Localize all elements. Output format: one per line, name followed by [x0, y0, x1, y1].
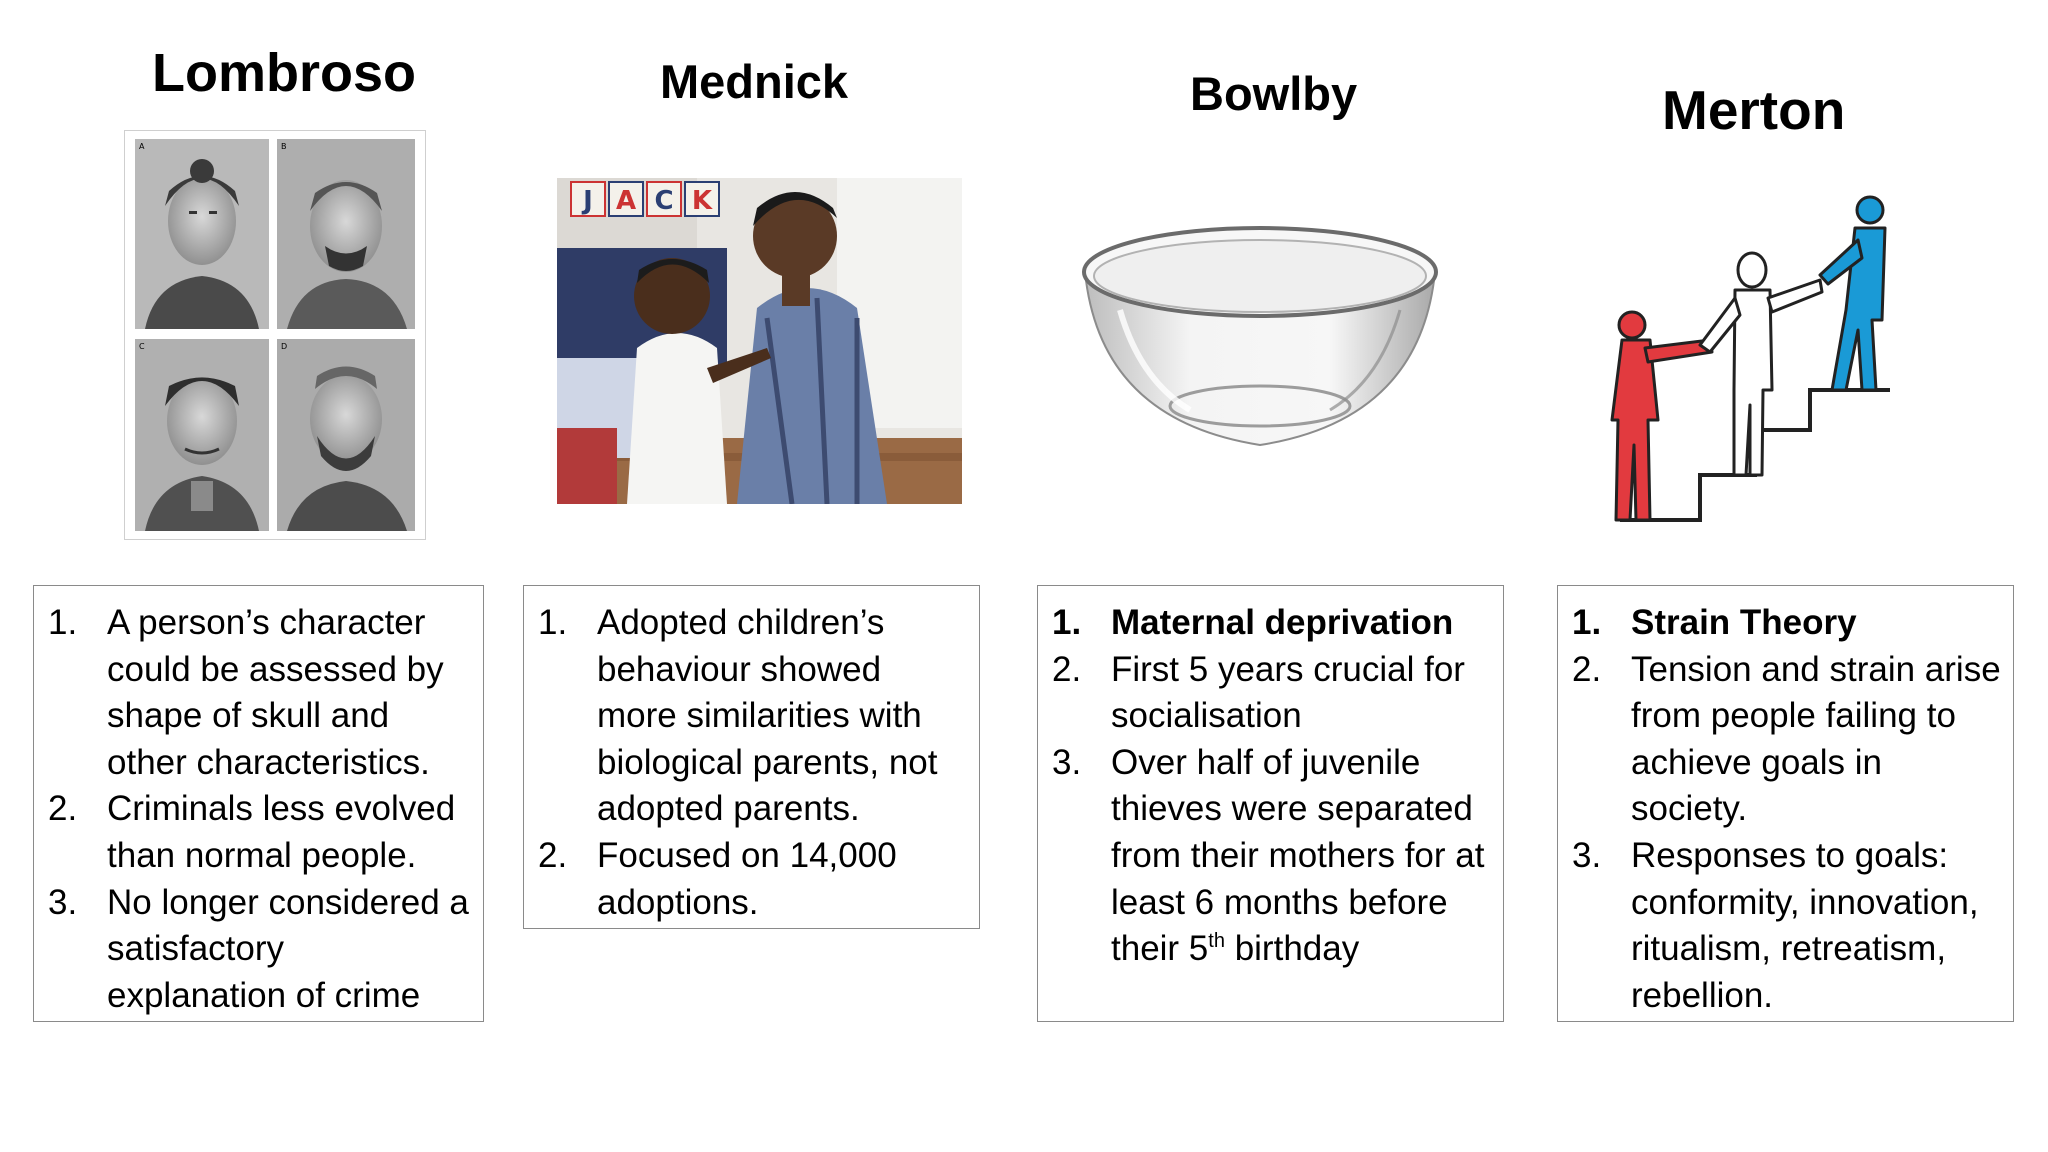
- list-item: 3. No longer considered a satisfactory explanation of crime: [48, 882, 469, 1015]
- lombroso-title: Lombroso: [152, 43, 416, 103]
- merton-points-list: [1572, 600, 2001, 1019]
- block-letter-a: A: [615, 186, 637, 216]
- mednick-points-box: [523, 585, 980, 929]
- mednick-points-list: [538, 600, 967, 926]
- list-item: 1. Strain Theory: [1572, 603, 1857, 642]
- merton-title: Merton: [1662, 79, 1846, 141]
- portrait-label-c: C: [139, 342, 145, 351]
- point-text: A person’s character could be assessed by shape of skull and other characteristics.: [107, 603, 444, 782]
- bowlby-points-list: [1052, 600, 1491, 973]
- criminal-portraits-icon: [124, 130, 426, 540]
- point-text: Responses to goals: conformity, innovation, ritualism, retreatism, rebellion.: [1631, 835, 1979, 1015]
- list-item: 3. Responses to goals: conformity, innovation, ritualism, retreatism, rebellion.: [1572, 835, 1979, 1015]
- block-letter-c: C: [654, 186, 674, 216]
- merton-points-box: [1557, 585, 2014, 1022]
- bowlby-title: Bowlby: [1190, 67, 1358, 120]
- point-text: Criminals less evolved than normal people.: [107, 789, 456, 875]
- point-text-after: birthday: [1224, 929, 1360, 969]
- lombroso-points-box: [33, 585, 484, 1022]
- list-item: 2. Focused on 14,000 adoptions.: [538, 835, 897, 922]
- list-item: 1. A person’s character could be assessed by shape of skull and other characteristics.: [48, 603, 444, 782]
- glass-bowl-icon: [1080, 220, 1440, 450]
- point-text: Over half of juvenile thieves were separated from their mothers for at least 6 months before their 5: [1111, 742, 1485, 969]
- list-item: 2. Criminals less evolved than normal people.: [48, 789, 456, 875]
- people-climbing-stairs-icon: [1600, 180, 1900, 530]
- list-item: 1. Maternal deprivation: [1052, 603, 1454, 642]
- block-letter-j: J: [583, 186, 593, 216]
- point-text: No longer considered a satisfactory explanation of crime: [107, 882, 469, 1015]
- portrait-label-a: A: [139, 142, 145, 151]
- superscript-th: th: [1208, 930, 1225, 953]
- point-text: Strain Theory: [1631, 603, 1857, 642]
- point-text: Maternal deprivation: [1111, 603, 1454, 642]
- list-item: 3. Over half of juvenile thieves were separated from their mothers for at least 6 months before their 5th birthday: [1052, 742, 1485, 969]
- list-item: 2. First 5 years crucial for socialisation: [1052, 649, 1465, 736]
- portrait-label-d: D: [281, 342, 288, 351]
- block-letter-k: K: [691, 186, 713, 216]
- list-item: 2. Tension and strain arise from people failing to achieve goals in society.: [1572, 649, 2001, 829]
- point-text: Focused on 14,000 adoptions.: [597, 835, 897, 922]
- lombroso-points-list: [48, 600, 471, 1019]
- mednick-title: Mednick: [660, 55, 849, 108]
- point-text: First 5 years crucial for socialisation: [1111, 649, 1465, 736]
- bowlby-points-box: [1037, 585, 1504, 1022]
- list-item: 1. Adopted children’s behaviour showed more similarities with biological parents, not adopted parents.: [538, 603, 938, 829]
- point-text: Tension and strain arise from people failing to achieve goals in society.: [1631, 649, 2001, 829]
- father-and-child-photo-icon: [557, 178, 962, 504]
- point-text: Adopted children’s behaviour showed more similarities with biological parents, not adopted parents.: [597, 603, 938, 829]
- portrait-label-b: B: [281, 142, 287, 151]
